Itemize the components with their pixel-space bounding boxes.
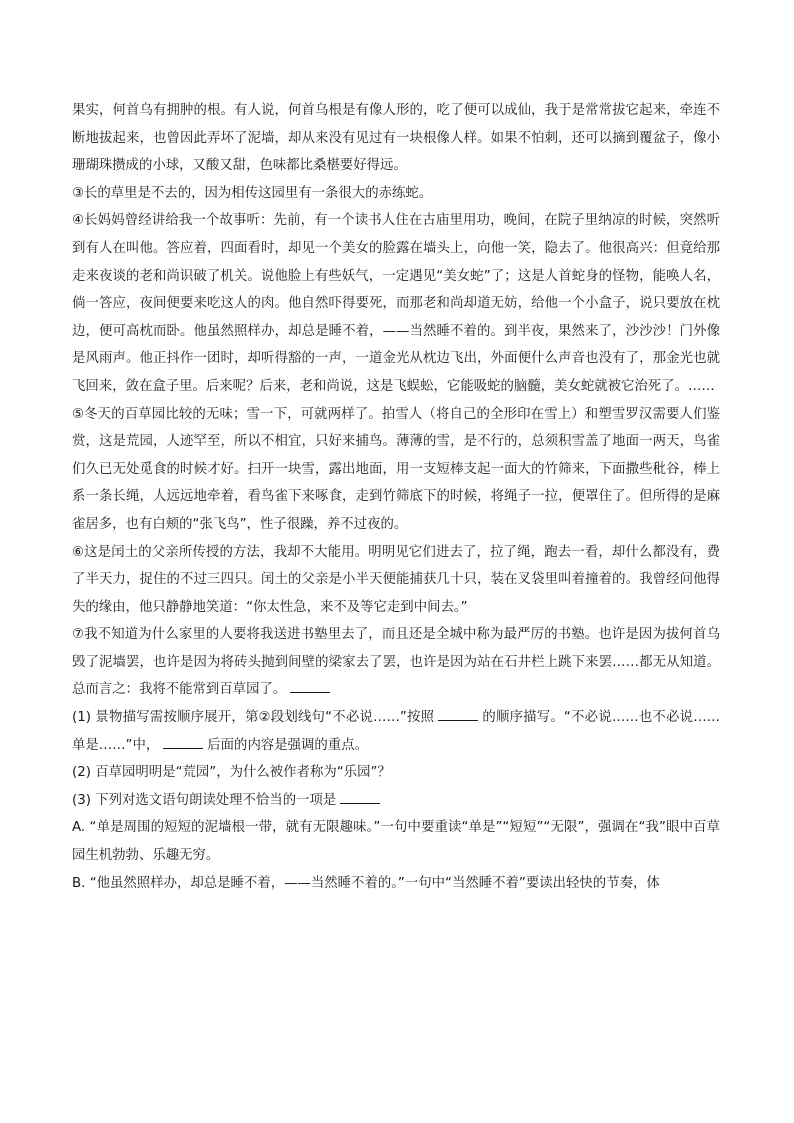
passage-paragraph-7 xyxy=(72,621,720,704)
option-b: B. “他虽然照样办，却总是睡不着，——当然睡不着的。”一句中“当然睡不着”要读出轻快的节奏，体 xyxy=(72,875,660,891)
document-page xyxy=(72,97,720,897)
question-3-text: (3) 下列对选文语句朗读处理不恰当的一项是 xyxy=(72,792,337,808)
passage-paragraph-2-continued: 果实，何首乌有拥肿的根。有人说，何首乌根是有像人形的，吃了便可以成仙，我于是常常拔它起来，牵连不断地拔起来，也曾因此弄坏了泥墙，却从来没有见过有一块根像人样。如果不怕刺，还可以摘到覆盆子，像小珊瑚珠攒成的小球，又酸又甜，色味都比桑椹要好得远。 xyxy=(72,103,720,174)
question-3 xyxy=(72,787,720,815)
passage-paragraph-6-text: ⑥这是闰土的父亲所传授的方法，我却不大能用。明明见它们进去了，拉了绳，跑去一看，却什么都没有，费了半天力，捉住的不过三四只。闰土的父亲是小半天便能捕获几十只，装在叉袋里叫着撞着的。我曾经问他得失的缘由，他只静静地笑道：“你太性急，来不及等它走到中间去。” xyxy=(72,544,720,615)
passage-paragraph-5: ⑤冬天的百草园比较的无味；雪一下，可就两样了。拍雪人（将自己的全形印在雪上）和塑雪罗汉需要人们鉴赏，这是荒园，人迹罕至，所以不相宜，只好来捕鸟。薄薄的雪，是不行的，总须积雪盖了地面一两天，鸟雀们久已无处觅食的时候才好。扫开一块雪，露出地面，用一支短棒支起一面大的竹筛来，下面撒些秕谷，棒上系一条长绳，人远远地牵着，看鸟雀下来啄食，走到竹筛底下的时候，将绳子一拉，便罩住了。但所得的是麻雀居多，也有白颊的“张飞鸟”，性子很躁，养不过夜的。 xyxy=(72,406,720,532)
answer-blank[interactable] xyxy=(163,734,203,749)
passage-paragraph-3: ③长的草里是不去的，因为相传这园里有一条很大的赤练蛇。 xyxy=(72,185,433,201)
passage-paragraph-6 xyxy=(72,539,720,622)
question-1-text-b: 的顺序描写。“不必说……也不必说……单是……”中， xyxy=(72,710,720,753)
passage-paragraph-7-text: ⑦我不知道为什么家里的人要将我送进书塾里去了，而且还是全城中称为最严厉的书塾。也许是因为拔何首乌毁了泥墙罢，也许是因为将砖头抛到间壁的梁家去了罢，也许是因为站在石井栏上跳下来罢……都无从知道。总而言之：我将不能常到百草园了。 xyxy=(72,627,720,698)
question-2: (2) 百草园明明是“荒园”，为什么被作者称为“乐园”？ xyxy=(72,765,391,781)
answer-blank[interactable] xyxy=(340,789,380,804)
question-1-text-a: (1) 景物描写需按顺序展开，第②段划线句“不必说……”按照 xyxy=(72,710,435,726)
question-1 xyxy=(72,704,720,759)
answer-blank[interactable] xyxy=(290,678,330,693)
passage-paragraph-4: ④长妈妈曾经讲给我一个故事听：先前，有一个读书人住在古庙里用功，晚间，在院子里纳凉的时候，突然听到有人在叫他。答应着，四面看时，却见一个美女的脸露在墙头上，向他一笑，隐去了。他很高兴：但竟给那走来夜谈的老和尚识破了机关。说他脸上有些妖气，一定遇见“美女蛇”了；这是人首蛇身的怪物，能唤人名，倘一答应，夜间便要来吃这人的肉。他自然吓得要死，而那老和尚却道无妨，给他一个小盒子，说只要放在枕边，便可高枕而卧。他虽然照样办，却总是睡不着，——当然睡不着的。到半夜，果然来了，沙沙沙！门外像是风雨声。他正抖作一团时，却听得豁的一声，一道金光从枕边飞出，外面便什么声音也没有了，那金光也就飞回来，敛在盒子里。后来呢？后来，老和尚说，这是飞蜈蚣，它能吸蛇的脑髓，美女蛇就被它治死了。…… xyxy=(72,213,720,394)
option-a: A. “单是周围的短短的泥墙根一带，就有无限趣味。”一句中要重读“单是”“短短”“无限”，强调在“我”眼中百草园生机勃勃、乐趣无穷。 xyxy=(72,820,720,864)
question-1-text-c: 后面的内容是强调的重点。 xyxy=(207,737,368,753)
answer-blank[interactable] xyxy=(438,706,478,721)
